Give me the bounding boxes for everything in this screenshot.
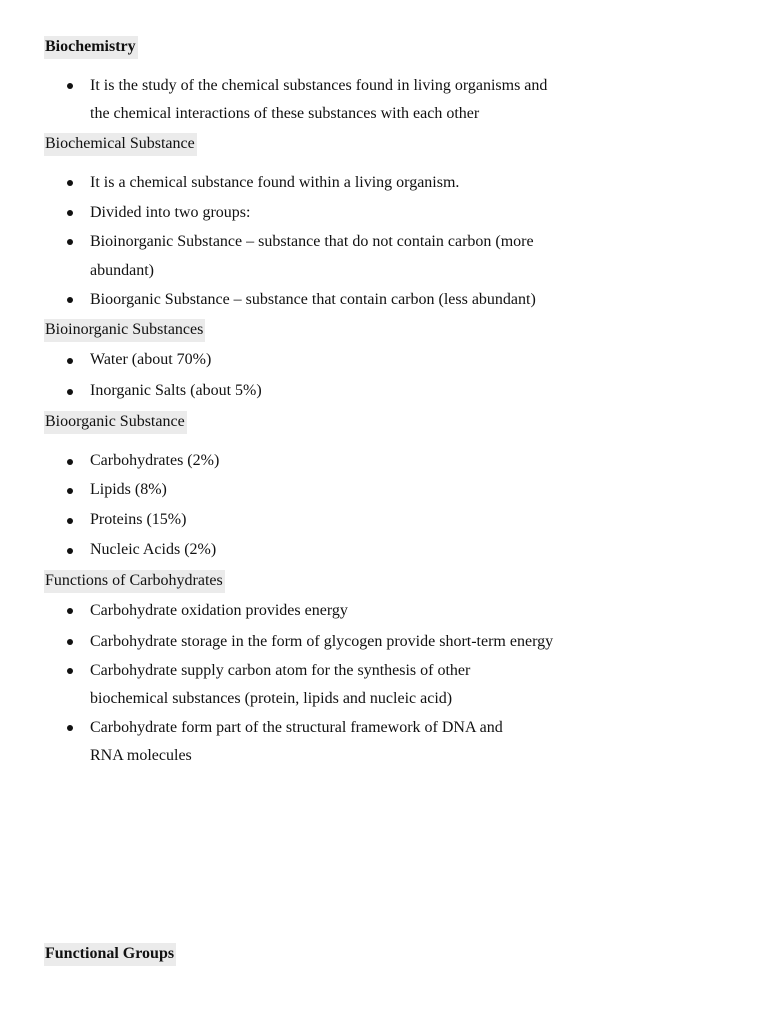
bioorganic-item: Lipids (8%) bbox=[90, 481, 167, 498]
bioinorganic-item: Inorganic Salts (about 5%) bbox=[90, 382, 262, 399]
bullet-icon bbox=[67, 83, 73, 89]
heading-bioorganic-substance: Bioorganic Substance bbox=[44, 411, 187, 434]
biochemical-substance-item: It is a chemical substance found within a living organism. bbox=[90, 174, 460, 191]
heading-bioinorganic-substances: Bioinorganic Substances bbox=[44, 319, 205, 342]
bullet-icon bbox=[67, 239, 73, 245]
biochemical-substance-item: Bioinorganic Substance – substance that do not contain carbon (more bbox=[90, 233, 534, 250]
bullet-icon bbox=[67, 668, 73, 674]
carbohydrate-function-item: Carbohydrate storage in the form of glycogen provide short-term energy bbox=[90, 633, 554, 650]
bullet-icon bbox=[67, 389, 73, 395]
bullet-icon bbox=[67, 210, 73, 216]
biochemical-substance-item: Bioorganic Substance – substance that contain carbon (less abundant) bbox=[90, 291, 536, 308]
bullet-icon bbox=[67, 608, 73, 614]
bullet-icon bbox=[67, 548, 73, 554]
carbohydrate-function-item-continued: biochemical substances (protein, lipids and nucleic acid) bbox=[90, 690, 453, 707]
carbohydrate-function-item: Carbohydrate supply carbon atom for the synthesis of other bbox=[90, 662, 471, 679]
biochemistry-definition-line-2: the chemical interactions of these substances with each other bbox=[90, 105, 480, 122]
bullet-icon bbox=[67, 459, 73, 465]
bioorganic-item: Proteins (15%) bbox=[90, 511, 187, 528]
carbohydrate-function-item: Carbohydrate oxidation provides energy bbox=[90, 602, 348, 619]
heading-biochemistry: Biochemistry bbox=[44, 36, 138, 59]
heading-biochemical-substance: Biochemical Substance bbox=[44, 133, 197, 156]
heading-functions-of-carbohydrates: Functions of Carbohydrates bbox=[44, 570, 225, 593]
bioinorganic-item: Water (about 70%) bbox=[90, 351, 212, 368]
bullet-icon bbox=[67, 358, 73, 364]
biochemistry-definition-line-1: It is the study of the chemical substances found in living organisms and bbox=[90, 77, 548, 94]
bullet-icon bbox=[67, 725, 73, 731]
bullet-icon bbox=[67, 297, 73, 303]
bullet-icon bbox=[67, 639, 73, 645]
biochemical-substance-item: Divided into two groups: bbox=[90, 204, 251, 221]
bullet-icon bbox=[67, 180, 73, 186]
bullet-icon bbox=[67, 518, 73, 524]
heading-functional-groups: Functional Groups bbox=[44, 943, 176, 966]
carbohydrate-function-item: Carbohydrate form part of the structural framework of DNA and bbox=[90, 719, 503, 736]
bioorganic-item: Nucleic Acids (2%) bbox=[90, 541, 217, 558]
bioorganic-item: Carbohydrates (2%) bbox=[90, 452, 220, 469]
carbohydrate-function-item-continued: RNA molecules bbox=[90, 747, 192, 764]
biochemical-substance-item-continued: abundant) bbox=[90, 262, 154, 279]
bullet-icon bbox=[67, 488, 73, 494]
